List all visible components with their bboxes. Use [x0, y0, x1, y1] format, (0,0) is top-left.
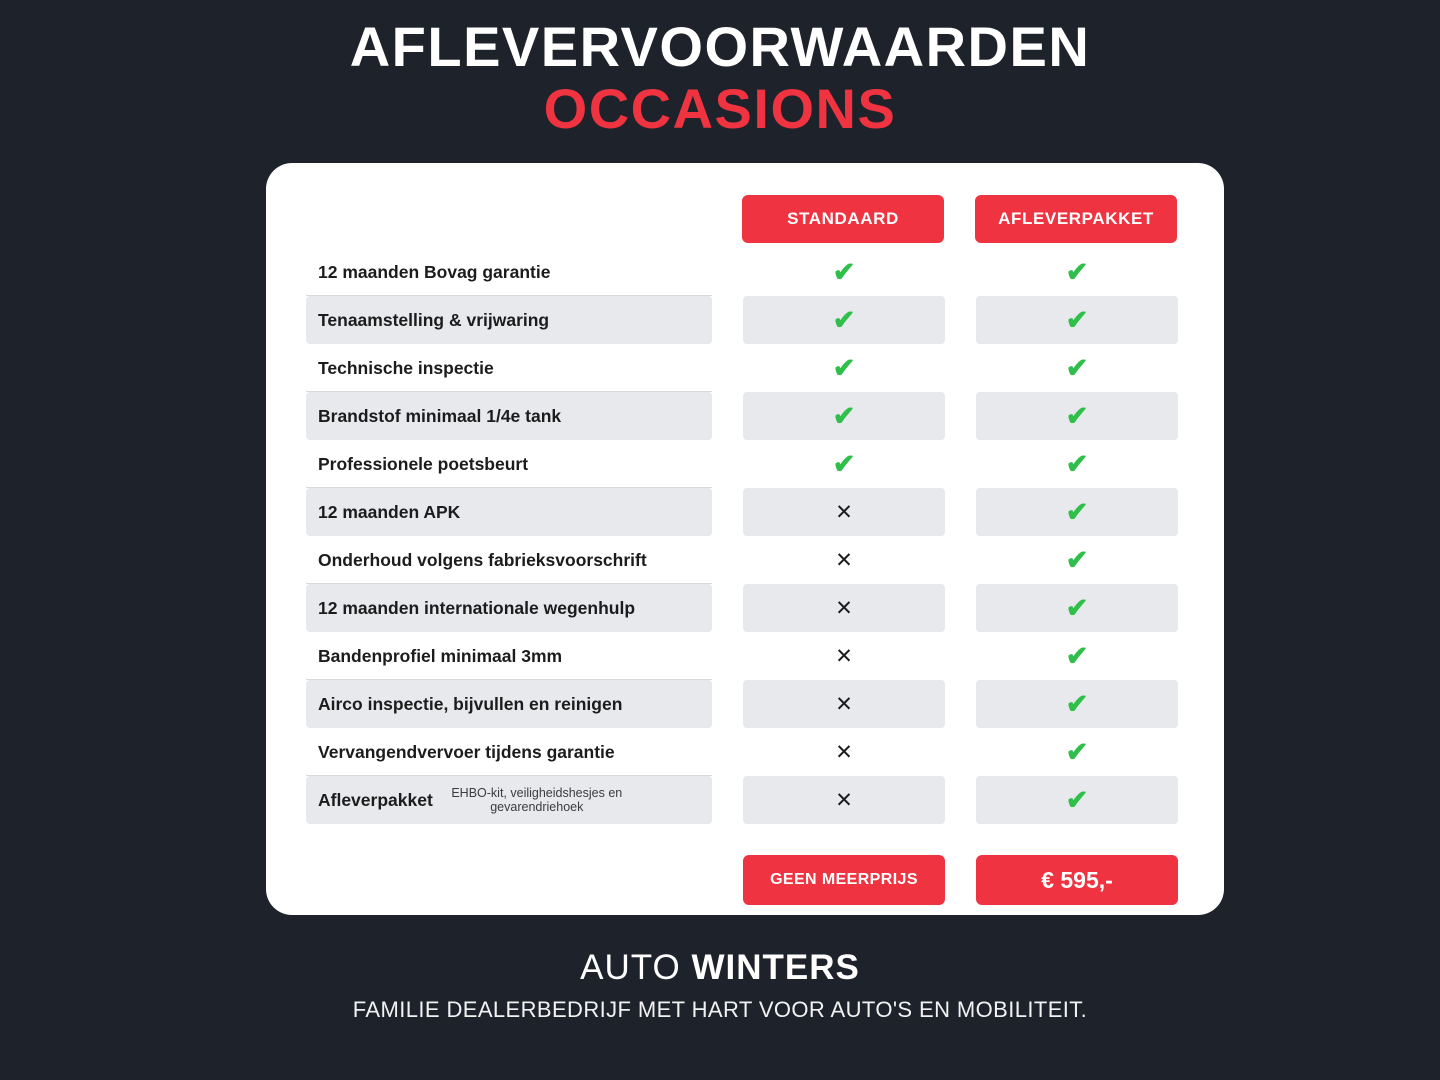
check-icon: ✔	[832, 352, 856, 383]
check-icon-afleverpakket	[976, 344, 1178, 392]
check-icon: ✔	[1065, 496, 1089, 527]
check-icon: ✔	[1065, 352, 1089, 383]
poster-title	[0, 0, 1440, 141]
table-row	[266, 728, 1224, 776]
row-label-cell	[306, 536, 712, 584]
check-icon: ✔	[1065, 256, 1089, 287]
brand-footer	[0, 948, 1440, 1023]
check-icon-afleverpakket	[976, 440, 1178, 488]
cross-icon-standaard	[743, 728, 945, 776]
check-icon-afleverpakket	[976, 632, 1178, 680]
check-icon-standaard	[743, 296, 945, 344]
row-label: 12 maanden APK	[318, 501, 461, 522]
brand-tagline: FAMILIE DEALERBEDRIJF MET HART VOOR AUTO'S EN MOBILITEIT.	[352, 997, 1088, 1022]
row-label-cell	[306, 632, 712, 680]
table-row	[266, 536, 1224, 584]
row-label-cell	[306, 296, 712, 344]
table-row	[266, 776, 1224, 824]
table-row	[266, 296, 1224, 344]
table-row	[266, 488, 1224, 536]
row-label-cell	[306, 392, 712, 440]
table-row	[266, 440, 1224, 488]
check-icon: ✔	[832, 256, 856, 287]
row-label-cell	[306, 584, 712, 632]
table-row	[266, 248, 1224, 296]
table-row	[266, 344, 1224, 392]
check-icon: ✔	[832, 304, 856, 335]
check-icon-standaard	[743, 344, 945, 392]
table-row	[266, 680, 1224, 728]
check-icon-afleverpakket	[976, 680, 1178, 728]
comparison-rows	[266, 248, 1224, 824]
row-label: Onderhoud volgens fabrieksvoorschrift	[318, 549, 647, 570]
brand-name-light: AUTO	[580, 948, 692, 987]
row-label: Bandenprofiel minimaal 3mm	[318, 645, 563, 666]
cross-icon: ✕	[835, 548, 853, 572]
row-label: Tenaamstelling & vrijwaring	[318, 309, 550, 330]
brand-name	[0, 948, 1440, 988]
cross-icon-standaard	[743, 680, 945, 728]
row-label-cell	[306, 728, 712, 776]
cross-icon-standaard	[743, 776, 945, 824]
row-label: Brandstof minimaal 1/4e tank	[318, 405, 562, 426]
title-line-2: OCCASIONS	[543, 76, 897, 140]
check-icon-afleverpakket	[976, 488, 1178, 536]
cross-icon: ✕	[835, 692, 853, 716]
check-icon: ✔	[1065, 304, 1089, 335]
row-label-cell	[306, 776, 712, 824]
cross-icon-standaard	[743, 536, 945, 584]
price-afleverpakket: € 595,-	[976, 855, 1178, 905]
row-sublabel: EHBO-kit, veiligheidshesjes en gevarendriehoek	[451, 785, 623, 814]
cross-icon-standaard	[743, 488, 945, 536]
table-row	[266, 392, 1224, 440]
check-icon: ✔	[1065, 688, 1089, 719]
table-row	[266, 632, 1224, 680]
row-label-cell	[306, 344, 712, 392]
cross-icon: ✕	[835, 596, 853, 620]
cross-icon-standaard	[743, 632, 945, 680]
check-icon: ✔	[1065, 640, 1089, 671]
row-label-cell	[306, 680, 712, 728]
title-line-1: AFLEVERVOORWAARDEN	[349, 15, 1091, 78]
check-icon-afleverpakket	[976, 584, 1178, 632]
row-label: Professionele poetsbeurt	[318, 453, 529, 474]
price-standaard: GEEN MEERPRIJS	[743, 855, 945, 905]
check-icon-standaard	[743, 440, 945, 488]
check-icon: ✔	[832, 400, 856, 431]
row-label: 12 maanden Bovag garantie	[318, 261, 551, 282]
row-label-cell	[306, 248, 712, 296]
check-icon-afleverpakket	[976, 536, 1178, 584]
cross-icon: ✕	[835, 500, 853, 524]
check-icon: ✔	[1065, 736, 1089, 767]
check-icon-afleverpakket	[976, 728, 1178, 776]
check-icon: ✔	[1065, 448, 1089, 479]
check-icon: ✔	[1065, 544, 1089, 575]
check-icon: ✔	[1065, 784, 1089, 815]
brand-name-bold: WINTERS	[691, 948, 860, 987]
row-label-cell	[306, 440, 712, 488]
row-label: Vervangendvervoer tijdens garantie	[318, 741, 615, 762]
row-label-cell	[306, 488, 712, 536]
check-icon-afleverpakket	[976, 776, 1178, 824]
check-icon-afleverpakket	[976, 296, 1178, 344]
row-label: Airco inspectie, bijvullen en reinigen	[318, 693, 623, 714]
column-header-afleverpakket: AFLEVERPAKKET	[975, 195, 1177, 243]
comparison-card	[266, 163, 1224, 915]
cross-icon: ✕	[835, 740, 853, 764]
table-row	[266, 584, 1224, 632]
check-icon-afleverpakket	[976, 248, 1178, 296]
check-icon-afleverpakket	[976, 392, 1178, 440]
row-label: Technische inspectie	[318, 357, 494, 378]
check-icon-standaard	[743, 392, 945, 440]
check-icon: ✔	[1065, 592, 1089, 623]
column-header-standaard: STANDAARD	[742, 195, 944, 243]
row-label: Afleverpakket	[318, 789, 433, 810]
cross-icon: ✕	[835, 788, 853, 812]
check-icon: ✔	[1065, 400, 1089, 431]
check-icon: ✔	[832, 448, 856, 479]
cross-icon-standaard	[743, 584, 945, 632]
row-label: 12 maanden internationale wegenhulp	[318, 597, 636, 618]
cross-icon: ✕	[835, 644, 853, 668]
check-icon-standaard	[743, 248, 945, 296]
